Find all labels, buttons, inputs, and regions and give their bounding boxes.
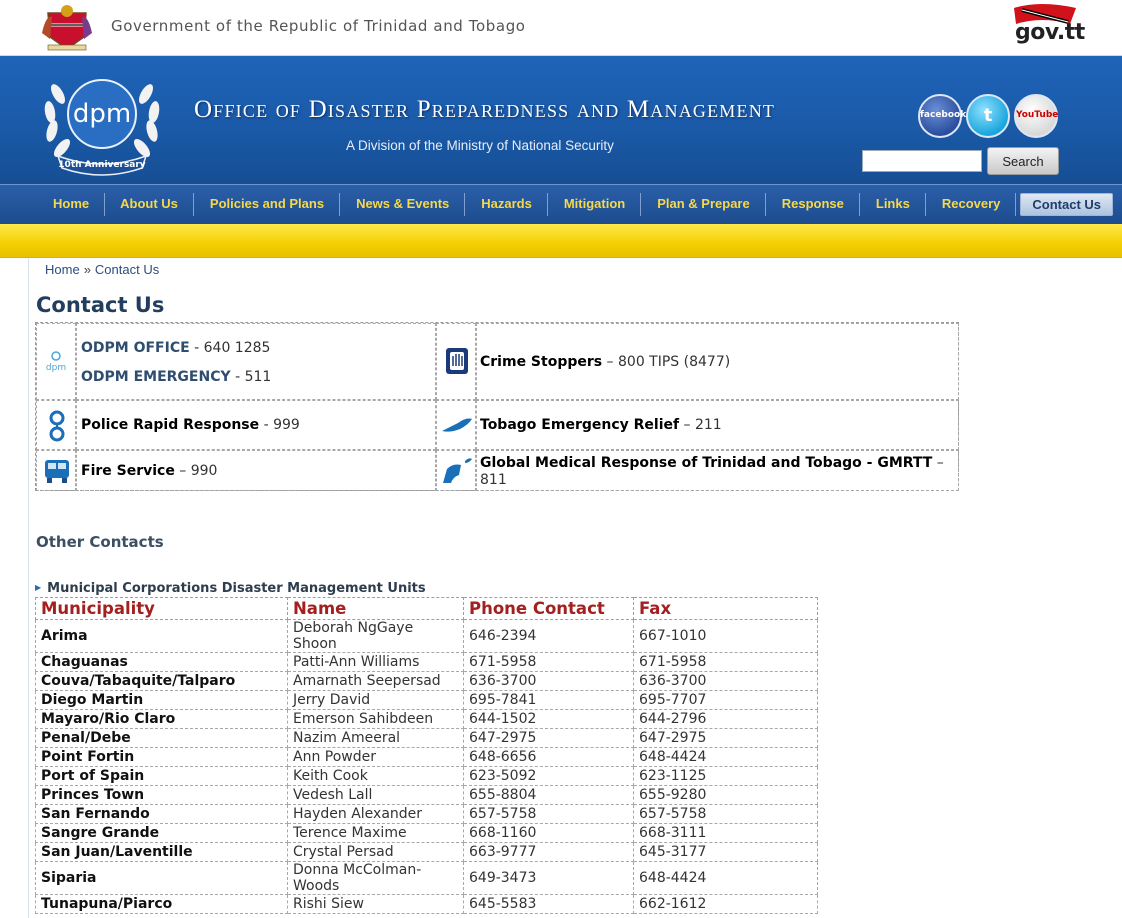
site-title: Office of Disaster Preparedness and Management: [194, 96, 776, 123]
svg-text:dpm: dpm: [45, 363, 67, 373]
municipality-cell: Princes Town: [36, 786, 288, 805]
name-cell: Amarnath Seepersad: [288, 672, 464, 691]
municipality-cell: Penal/Debe: [36, 729, 288, 748]
odpm-office: ODPM OFFICE - 640 1285: [81, 340, 271, 356]
breadcrumb: Home » Contact Us: [45, 262, 160, 277]
police-rapid-response: Police Rapid Response - 999: [81, 417, 300, 433]
name-cell: Emerson Sahibdeen: [288, 710, 464, 729]
site-header: [0, 56, 1122, 184]
nav-news-events[interactable]: News & Events: [340, 193, 465, 216]
municipality-cell: Sangre Grande: [36, 824, 288, 843]
col-name: Name: [288, 598, 464, 620]
municipality-cell: San Juan/Laventille: [36, 843, 288, 862]
police-cell: [76, 400, 436, 450]
name-cell: Ann Powder: [288, 748, 464, 767]
phone-cell: 657-5758: [464, 805, 634, 824]
table-row: [36, 786, 818, 805]
col-municipality: Municipality: [36, 598, 288, 620]
col-phone: Phone Contact: [464, 598, 634, 620]
phone-cell: 645-5583: [464, 895, 634, 914]
phone-cell: 647-2975: [464, 729, 634, 748]
nav-home[interactable]: Home: [40, 193, 105, 216]
odpm-icon-cell: [36, 323, 76, 400]
gov-tt-link[interactable]: gov.tt: [1015, 20, 1085, 45]
fire-service: Fire Service – 990: [81, 463, 218, 479]
fax-cell: 647-2975: [634, 729, 818, 748]
table-header-row: [36, 598, 818, 620]
fire-truck-icon: [42, 457, 72, 485]
name-cell: Donna McColman-Woods: [288, 862, 464, 895]
fire-icon-cell: [36, 450, 76, 491]
fax-cell: 657-5758: [634, 805, 818, 824]
crime-cell: [476, 323, 959, 400]
table-row: [36, 691, 818, 710]
youtube-icon[interactable]: YouTube: [1014, 94, 1058, 138]
nav-contact-us[interactable]: Contact Us: [1020, 193, 1113, 216]
phone-cell: 668-1160: [464, 824, 634, 843]
municipality-cell: Couva/Tabaquite/Talparo: [36, 672, 288, 691]
gmrtt-cell: [476, 450, 959, 491]
name-cell: Patti-Ann Williams: [288, 653, 464, 672]
handcuffs-icon: [45, 409, 69, 443]
nav-about-us[interactable]: About Us: [105, 193, 194, 216]
gmrtt-icon-cell: [436, 450, 476, 491]
nav-recovery[interactable]: Recovery: [926, 193, 1017, 216]
nav-policies-and-plans[interactable]: Policies and Plans: [194, 193, 340, 216]
phone-cell: 671-5958: [464, 653, 634, 672]
municipality-cell: Tunapuna/Piarco: [36, 895, 288, 914]
municipality-cell: Chaguanas: [36, 653, 288, 672]
other-contacts-heading: Other Contacts: [36, 533, 164, 551]
phone-cell: 646-2394: [464, 620, 634, 653]
municipality-cell: San Fernando: [36, 805, 288, 824]
table-row: [36, 824, 818, 843]
table-row: [36, 710, 818, 729]
tobago-cell: [476, 400, 959, 450]
odpm-emergency: ODPM EMERGENCY - 511: [81, 369, 272, 385]
table-row: [36, 620, 818, 653]
nav-hazards[interactable]: Hazards: [465, 193, 548, 216]
crime-icon-cell: [436, 323, 476, 400]
fax-cell: 695-7707: [634, 691, 818, 710]
page-title: Contact Us: [36, 293, 165, 317]
name-cell: Rishi Siew: [288, 895, 464, 914]
facebook-icon[interactable]: facebook: [918, 94, 962, 138]
municipal-section-heading[interactable]: ▶ Municipal Corporations Disaster Management Units: [35, 581, 426, 596]
breadcrumb-home[interactable]: Home: [45, 262, 80, 277]
gov-top-bar: [0, 0, 1122, 56]
fax-cell: 667-1010: [634, 620, 818, 653]
name-cell: Crystal Persad: [288, 843, 464, 862]
fax-cell: 648-4424: [634, 748, 818, 767]
municipality-cell: Point Fortin: [36, 748, 288, 767]
trinidad-tobago-map-icon: [439, 455, 473, 487]
fax-cell: 662-1612: [634, 895, 818, 914]
odpm-logo-icon: [43, 348, 69, 374]
table-row: [36, 729, 818, 748]
fax-cell: 671-5958: [634, 653, 818, 672]
fax-cell: 668-3111: [634, 824, 818, 843]
name-cell: Nazim Ameeral: [288, 729, 464, 748]
crime-stoppers: Crime Stoppers – 800 TIPS (8477): [480, 354, 731, 370]
gmrtt: Global Medical Response of Trinidad and Tobago - GMRTT – 811: [480, 455, 944, 488]
name-cell: Vedesh Lall: [288, 786, 464, 805]
site-subtitle: A Division of the Ministry of National Security: [346, 138, 614, 153]
nav-mitigation[interactable]: Mitigation: [548, 193, 641, 216]
content-border: [28, 258, 29, 918]
svg-text:10th Anniversary: 10th Anniversary: [58, 160, 146, 170]
municipality-cell: Mayaro/Rio Claro: [36, 710, 288, 729]
col-fax: Fax: [634, 598, 818, 620]
table-row: [36, 653, 818, 672]
fax-cell: 623-1125: [634, 767, 818, 786]
phone-cell: 663-9777: [464, 843, 634, 862]
table-row: [36, 895, 818, 914]
table-row: [36, 843, 818, 862]
name-cell: Hayden Alexander: [288, 805, 464, 824]
phone-cell: 648-6656: [464, 748, 634, 767]
main-nav: [0, 184, 1122, 224]
twitter-icon[interactable]: t: [966, 94, 1010, 138]
search-button[interactable]: Search: [987, 147, 1059, 175]
table-row: [36, 805, 818, 824]
search-input[interactable]: [862, 150, 982, 172]
fax-cell: 645-3177: [634, 843, 818, 862]
fax-cell: 644-2796: [634, 710, 818, 729]
name-cell: Keith Cook: [288, 767, 464, 786]
fax-cell: 648-4424: [634, 862, 818, 895]
odpm-anniversary-logo[interactable]: [36, 64, 168, 180]
table-row: [36, 767, 818, 786]
municipality-cell: Port of Spain: [36, 767, 288, 786]
phone-cell: 644-1502: [464, 710, 634, 729]
police-icon-cell: [36, 400, 76, 450]
fax-cell: 655-9280: [634, 786, 818, 805]
municipality-cell: Siparia: [36, 862, 288, 895]
coat-of-arms-icon: [40, 3, 94, 51]
name-cell: Terence Maxime: [288, 824, 464, 843]
tobago-icon-cell: [436, 400, 476, 450]
tobago-island-icon: [440, 415, 474, 435]
odpm-cell: [76, 323, 436, 400]
table-row: [36, 672, 818, 691]
nav-links[interactable]: Links: [860, 193, 926, 216]
fire-cell: [76, 450, 436, 491]
table-row: [36, 748, 818, 767]
gov-title: Government of the Republic of Trinidad and Tobago: [111, 17, 526, 35]
phone-cell: 655-8804: [464, 786, 634, 805]
emergency-contacts-grid: [35, 322, 959, 491]
nav-plan-prepare[interactable]: Plan & Prepare: [641, 193, 766, 216]
phone-cell: 623-5092: [464, 767, 634, 786]
municipal-contacts-table: [35, 597, 818, 914]
breadcrumb-current: Contact Us: [94, 262, 160, 277]
name-cell: Jerry David: [288, 691, 464, 710]
phone-cell: 636-3700: [464, 672, 634, 691]
phone-cell: 649-3473: [464, 862, 634, 895]
name-cell: Deborah NgGaye Shoon: [288, 620, 464, 653]
tobago-emergency-relief: Tobago Emergency Relief – 211: [480, 417, 722, 433]
nav-response[interactable]: Response: [766, 193, 860, 216]
crime-stoppers-icon: [443, 346, 471, 376]
phone-cell: 695-7841: [464, 691, 634, 710]
municipality-cell: Diego Martin: [36, 691, 288, 710]
municipality-cell: Arima: [36, 620, 288, 653]
svg-text:dpm: dpm: [72, 99, 132, 129]
yellow-banner: [0, 224, 1122, 258]
table-row: [36, 862, 818, 895]
fax-cell: 636-3700: [634, 672, 818, 691]
triangle-right-icon: ▶: [35, 583, 42, 592]
